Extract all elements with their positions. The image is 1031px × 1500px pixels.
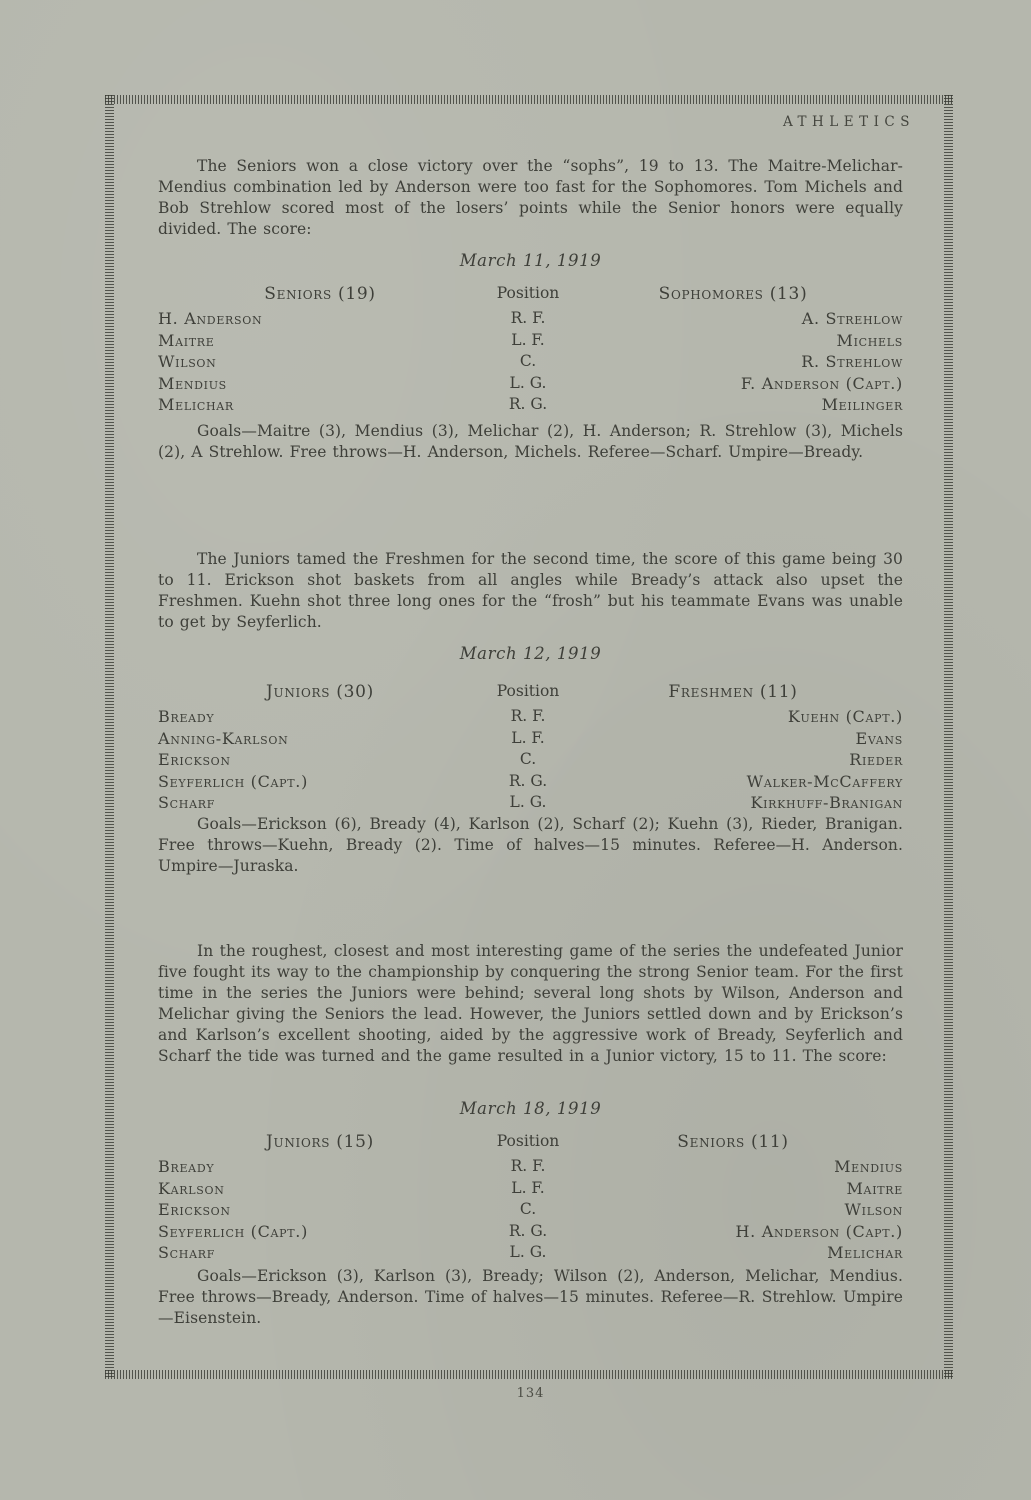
position-header: Position xyxy=(496,1132,560,1150)
team-right-header: Freshmen (11) xyxy=(668,682,798,702)
player-name: Kuehn (Capt.) xyxy=(787,707,903,726)
lineup-row xyxy=(158,1222,903,1244)
lineup-header-row xyxy=(158,682,903,707)
lineup-row xyxy=(158,395,903,417)
border-right xyxy=(944,95,953,1379)
position: R. G. xyxy=(508,771,548,790)
player-name: Scharf xyxy=(158,793,216,812)
position: R. G. xyxy=(508,1221,548,1240)
position: C. xyxy=(519,352,537,370)
position: C. xyxy=(519,750,537,768)
lineup-row xyxy=(158,309,903,331)
running-header: ATHLETICS xyxy=(782,114,915,130)
border-bottom xyxy=(105,1370,953,1379)
game2-date: March 12, 1919 xyxy=(459,644,602,663)
player-name: Walker-McCaffery xyxy=(746,771,903,791)
position: L. F. xyxy=(511,728,545,747)
game3-lineup-table xyxy=(158,1132,903,1265)
player-name: Maitre xyxy=(846,1178,903,1198)
player-name: Melichar xyxy=(827,1243,903,1262)
position: L. G. xyxy=(509,793,547,811)
player-name: Mendius xyxy=(834,1157,903,1176)
game3-summary: Goals—Erickson (3), Karlson (3), Bready; Wilson (2), Anderson, Melichar, Mendius. Free throws—Bready, Anderson. Time of halves—15 minutes. Referee—R. Strehlow. Umpire—Eisenstein. xyxy=(158,1267,903,1327)
game3-intro: In the roughest, closest and most interesting game of the series the undefeated Junior five fought its way to the championship by conquering the strong Senior team. For the first time in the series the Juniors were behind; several long shots by Wilson, Anderson and Melichar giving the Seniors the lead. However, the Juniors settled down and by Erickson’s and Karlson’s excellent shooting, aided by the aggressive work of Bready, Seyferlich and Scharf the tide was turned and the game resulted in a Junior victory, 15 to 11. The score: xyxy=(158,942,903,1065)
lineup-row xyxy=(158,374,903,396)
position: R. F. xyxy=(510,1157,546,1175)
player-name: Mendius xyxy=(158,373,227,393)
player-name: Karlson xyxy=(158,1178,225,1198)
lineup-row xyxy=(158,729,903,751)
lineup-row xyxy=(158,772,903,794)
border-top xyxy=(105,95,953,104)
game1-lineup-table xyxy=(158,284,903,417)
lineup-row xyxy=(158,707,903,729)
player-name: Scharf xyxy=(158,1243,216,1262)
game1-summary: Goals—Maitre (3), Mendius (3), Melichar (2), H. Anderson; R. Strehlow (3), Michels (2), A Strehlow. Free throws—H. Anderson, Michels. Referee—Scharf. Umpire—Bready. xyxy=(158,422,903,461)
player-name: H. Anderson (Capt.) xyxy=(735,1221,903,1241)
lineup-row xyxy=(158,331,903,353)
position: R. F. xyxy=(510,309,546,327)
team-right-header: Sophomores (13) xyxy=(658,284,808,304)
player-name: Maitre xyxy=(158,330,215,350)
player-name: R. Strehlow xyxy=(801,352,903,371)
page-number: 134 xyxy=(516,1386,545,1401)
game3-date: March 18, 1919 xyxy=(459,1099,602,1118)
game1-intro: The Seniors won a close victory over the “sophs”, 19 to 13. The Maitre-Melichar-Mendius combination led by Anderson were too fast for the Sophomores. Tom Michels and Bob Strehlow scored most of the losers’ points while the Senior honors were equally divided. The score: xyxy=(158,157,903,238)
player-name: Erickson xyxy=(158,1200,231,1219)
player-name: Meilinger xyxy=(821,395,903,414)
lineup-row xyxy=(158,793,903,815)
lineup-row xyxy=(158,1179,903,1201)
game2-summary: Goals—Erickson (6), Bready (4), Karlson (2), Scharf (2); Kuehn (3), Rieder, Branigan. Free throws—Kuehn, Bready (2). Time of halves—15 minutes. Referee—H. Anderson. Umpire—Juraska. xyxy=(158,815,903,875)
team-left-header: Juniors (15) xyxy=(266,1132,374,1152)
player-name: Melichar xyxy=(158,395,234,414)
player-name: Kirkhuff-Branigan xyxy=(750,793,903,812)
game2-lineup-table xyxy=(158,682,903,815)
player-name: Anning-Karlson xyxy=(158,728,289,748)
player-name: F. Anderson (Capt.) xyxy=(740,373,903,393)
game2-intro: The Juniors tamed the Freshmen for the second time, the score of this game being 30 to 11. Erickson shot baskets from all angles while Bready’s attack also upset the Freshmen. Kuehn shot three long ones for the “frosh” but his teammate Evans was unable to get by Seyferlich. xyxy=(158,550,903,631)
lineup-header-row xyxy=(158,284,903,309)
player-name: Seyferlich (Capt.) xyxy=(158,1221,309,1241)
position-header: Position xyxy=(496,682,560,700)
player-name: Bready xyxy=(158,707,215,726)
position: R. F. xyxy=(510,707,546,725)
team-left-header: Seniors (19) xyxy=(264,284,376,304)
lineup-row xyxy=(158,1157,903,1179)
lineup-header-row xyxy=(158,1132,903,1157)
position: L. F. xyxy=(511,330,545,349)
lineup-row xyxy=(158,750,903,772)
player-name: H. Anderson xyxy=(158,309,263,328)
position-header: Position xyxy=(496,284,560,302)
player-name: Seyferlich (Capt.) xyxy=(158,771,309,791)
game1-date: March 11, 1919 xyxy=(459,251,602,270)
player-name: Wilson xyxy=(844,1200,903,1219)
lineup-row xyxy=(158,1200,903,1222)
team-left-header: Juniors (30) xyxy=(266,682,374,702)
player-name: Bready xyxy=(158,1157,215,1176)
player-name: Michels xyxy=(836,330,903,350)
player-name: Wilson xyxy=(158,352,217,371)
position: L. G. xyxy=(509,373,547,392)
position: L. F. xyxy=(511,1178,545,1197)
player-name: A. Strehlow xyxy=(801,309,903,328)
player-name: Evans xyxy=(855,728,903,748)
lineup-row xyxy=(158,352,903,374)
position: R. G. xyxy=(508,395,548,413)
team-right-header: Seniors (11) xyxy=(677,1132,789,1152)
position: C. xyxy=(519,1200,537,1218)
border-left xyxy=(105,95,114,1379)
player-name: Erickson xyxy=(158,750,231,769)
position: L. G. xyxy=(509,1243,547,1261)
player-name: Rieder xyxy=(849,750,903,769)
lineup-row xyxy=(158,1243,903,1265)
